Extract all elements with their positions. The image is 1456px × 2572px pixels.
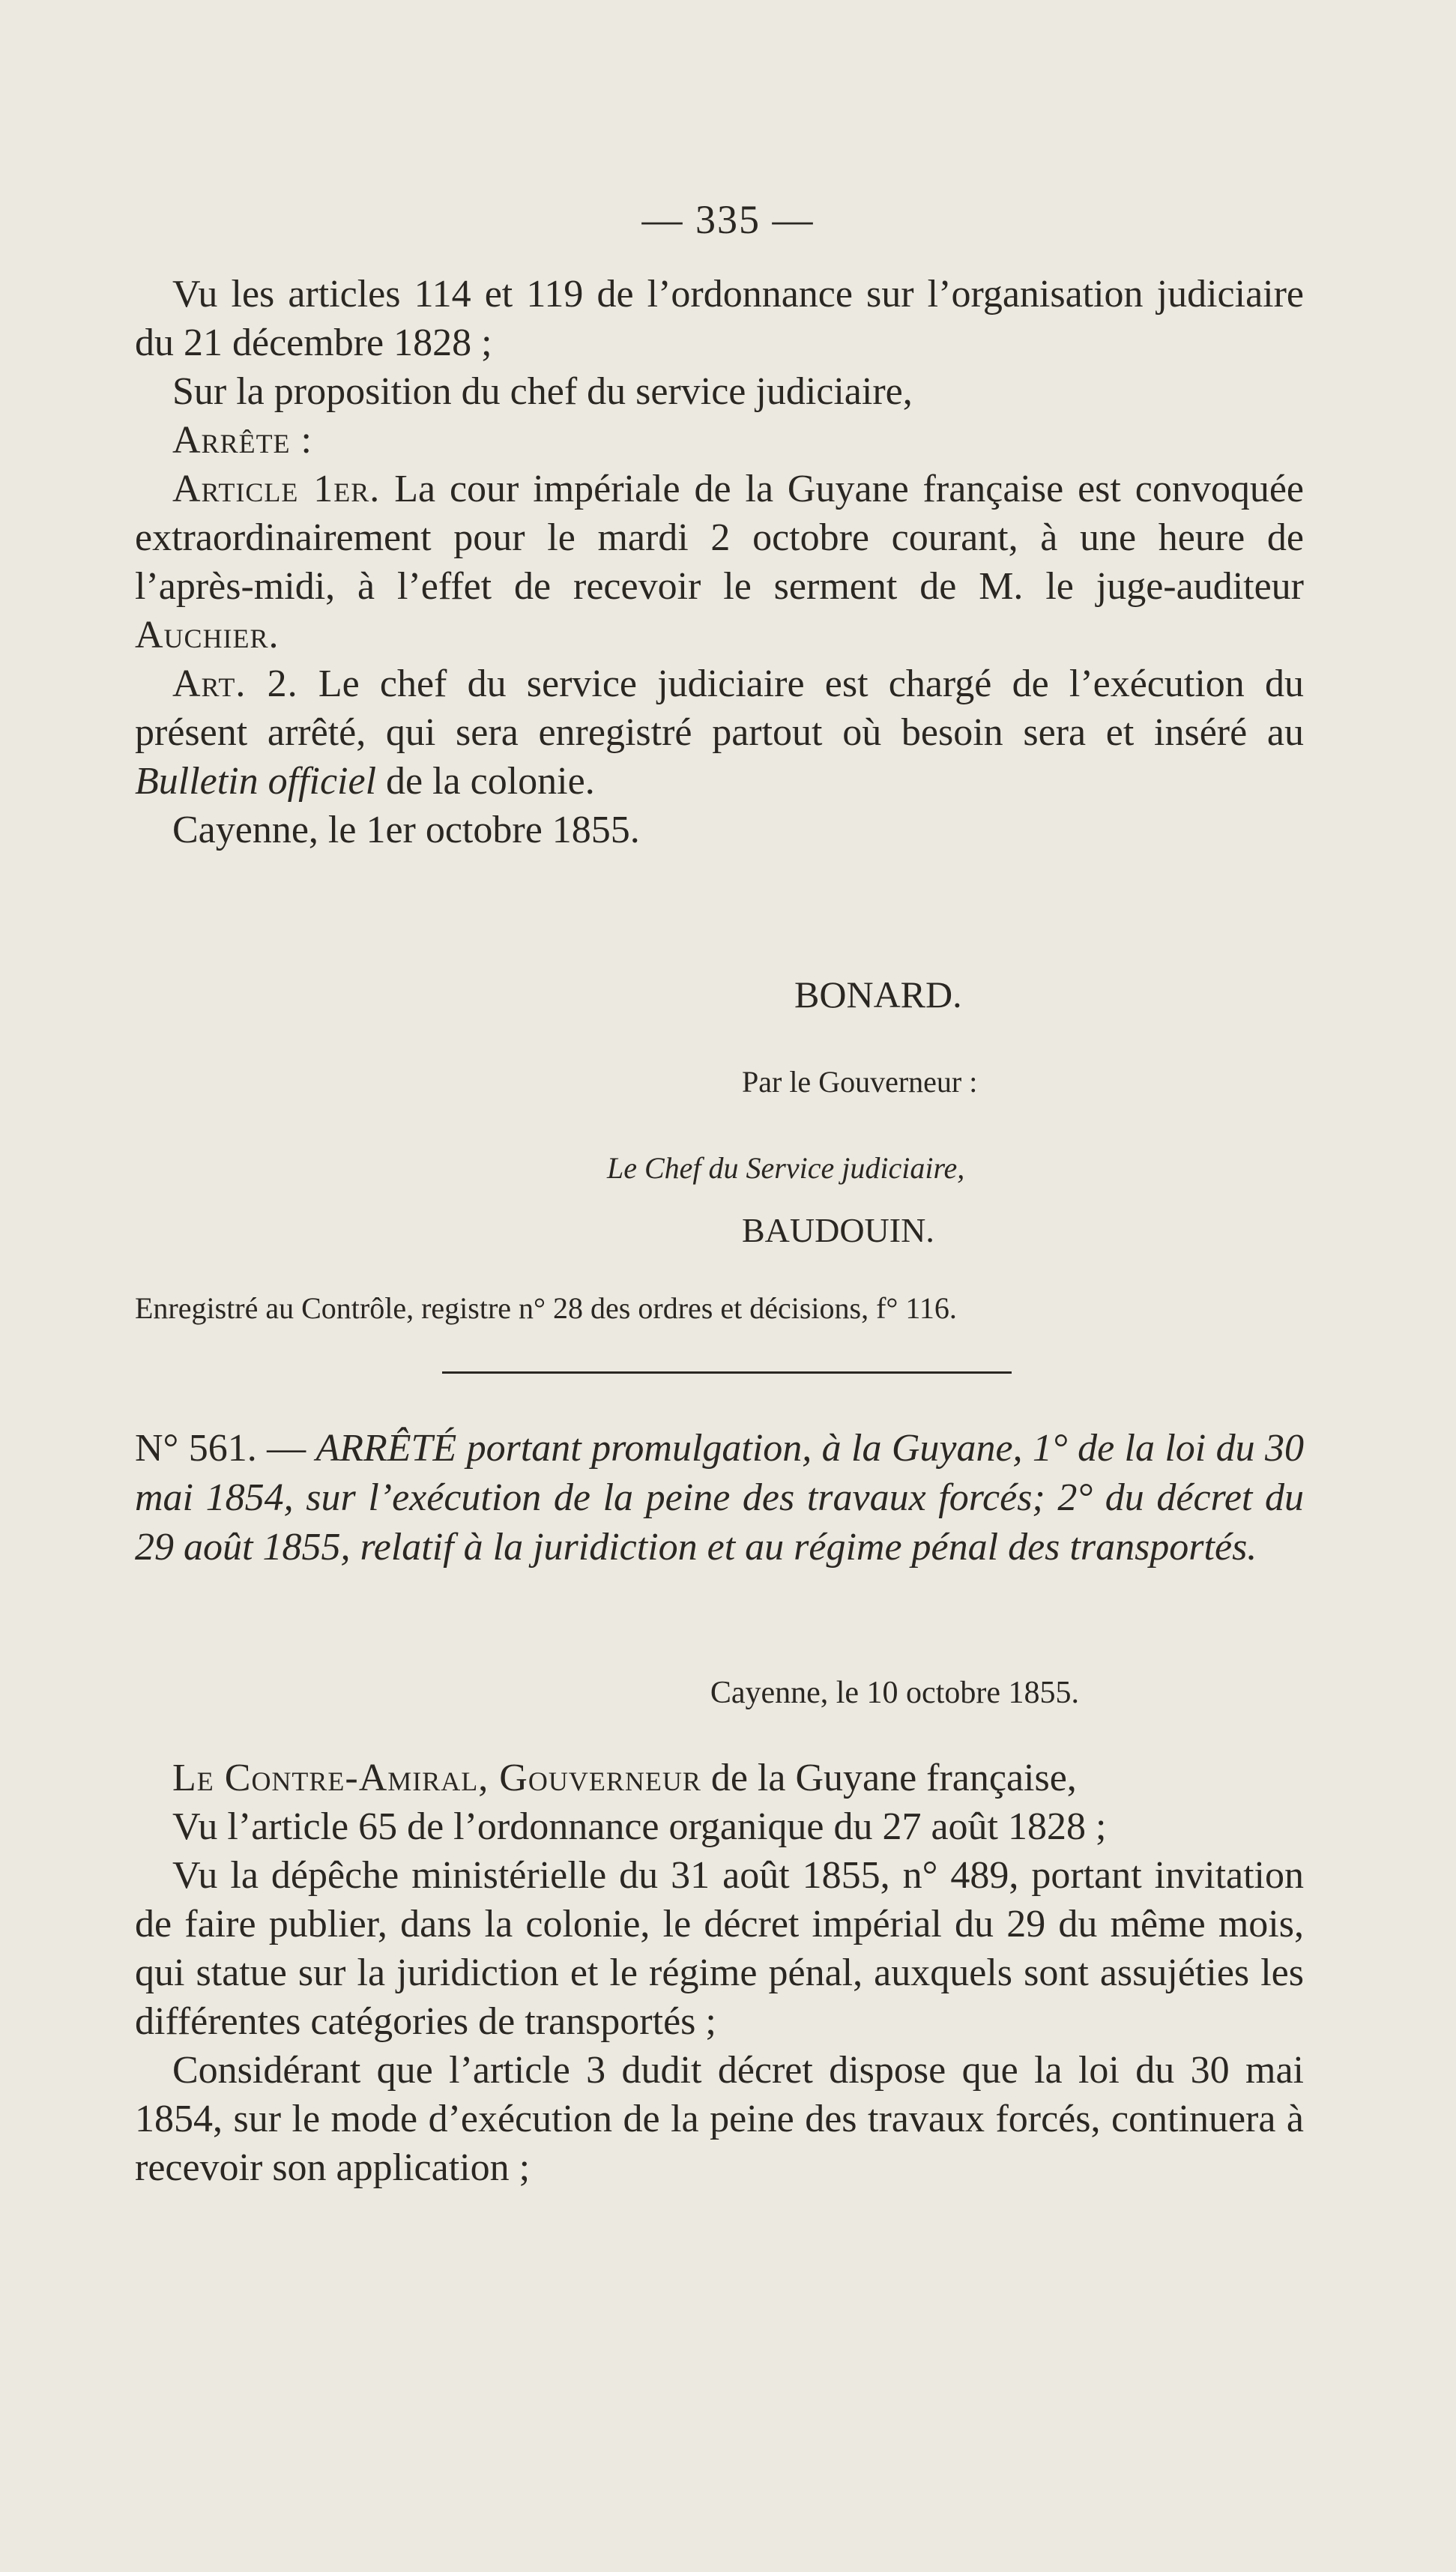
paragraph-depeche: Vu la dépêche ministérielle du 31 août 1855, n° 489, portant invitation de faire publier, dans la colonie, le décret impérial du 29 du même mois, qui statue sur la juridiction et le régime pénal, auxquels sont assujéties les différentes catégories de transportés ; xyxy=(135,1854,1304,2043)
arrete-title-text: ARRÊTÉ portant promulgation, à la Guyane, 1° de la loi du 30 mai 1854, sur l’exécution de la peine des travaux forcés; 2° du décret du 29 août 1855, relatif à la juridiction et au régime pénal des transportés. xyxy=(135,1427,1304,1569)
article-1-name: Auchier. xyxy=(135,614,280,656)
section-1-body xyxy=(135,270,1304,854)
article-2 xyxy=(135,659,1304,806)
arrete-561-date: Cayenne, le 10 octobre 1855. xyxy=(710,1676,1079,1710)
intro-line xyxy=(135,1754,1304,1802)
arrete-number: N° 561. — xyxy=(135,1427,316,1470)
par-le-gouverneur: Par le Gouverneur : xyxy=(742,1065,978,1099)
article-1-label: Article 1er. xyxy=(172,468,381,510)
article-1 xyxy=(135,465,1304,659)
page-number: — 335 — xyxy=(641,197,815,242)
article-1-text: La cour impériale de la Guyane française est convoquée extraordinairement pour le mardi 2 octobre courant, à une heure de l’après-midi, à l’effet de recevoir le serment de M. le juge-auditeur xyxy=(135,468,1305,608)
section-divider xyxy=(442,1371,1012,1374)
signature-bonard: BONARD. xyxy=(794,973,962,1015)
arrete-561-title xyxy=(135,1424,1304,1572)
intro-contre-amiral: Le Contre-Amiral, Gouverneur xyxy=(172,1757,701,1799)
arrete-heading: Arrête : xyxy=(172,419,312,462)
section-2-body xyxy=(135,1754,1304,2192)
enregistre-line: Enregistré au Contrôle, registre n° 28 des ordres et décisions, f° 116. xyxy=(135,1291,957,1325)
paragraph-considerant: Considérant que l’article 3 dudit décret dispose que la loi du 30 mai 1854, sur le mode d’exécution de la peine des travaux forcés, continuera à recevoir son application ; xyxy=(135,2049,1304,2189)
paragraph-vu-article-65: Vu l’article 65 de l’ordonnance organique du 27 août 1828 ; xyxy=(172,1805,1107,1848)
article-2-text-b: de la colonie. xyxy=(376,760,595,803)
article-2-label: Art. 2. xyxy=(172,662,298,705)
article-2-text-a: Le chef du service judiciaire est chargé de l’exécution du présent arrêté, qui sera enregistré partout où besoin sera et inséré au xyxy=(135,662,1304,754)
intro-rest: de la Guyane française, xyxy=(701,1757,1077,1799)
article-2-italic: Bulletin officiel xyxy=(135,760,377,803)
signature-baudouin: BAUDOUIN. xyxy=(742,1211,934,1249)
paragraph-vu-articles: Vu les articles 114 et 119 de l’ordonnance sur l’organisation judiciaire du 21 décembre 1828 ; xyxy=(135,273,1304,364)
paragraph-proposition: Sur la proposition du chef du service judiciaire, xyxy=(172,370,913,413)
place-date: Cayenne, le 1er octobre 1855. xyxy=(172,809,640,851)
chef-service-judiciaire: Le Chef du Service judiciaire, xyxy=(607,1151,965,1185)
